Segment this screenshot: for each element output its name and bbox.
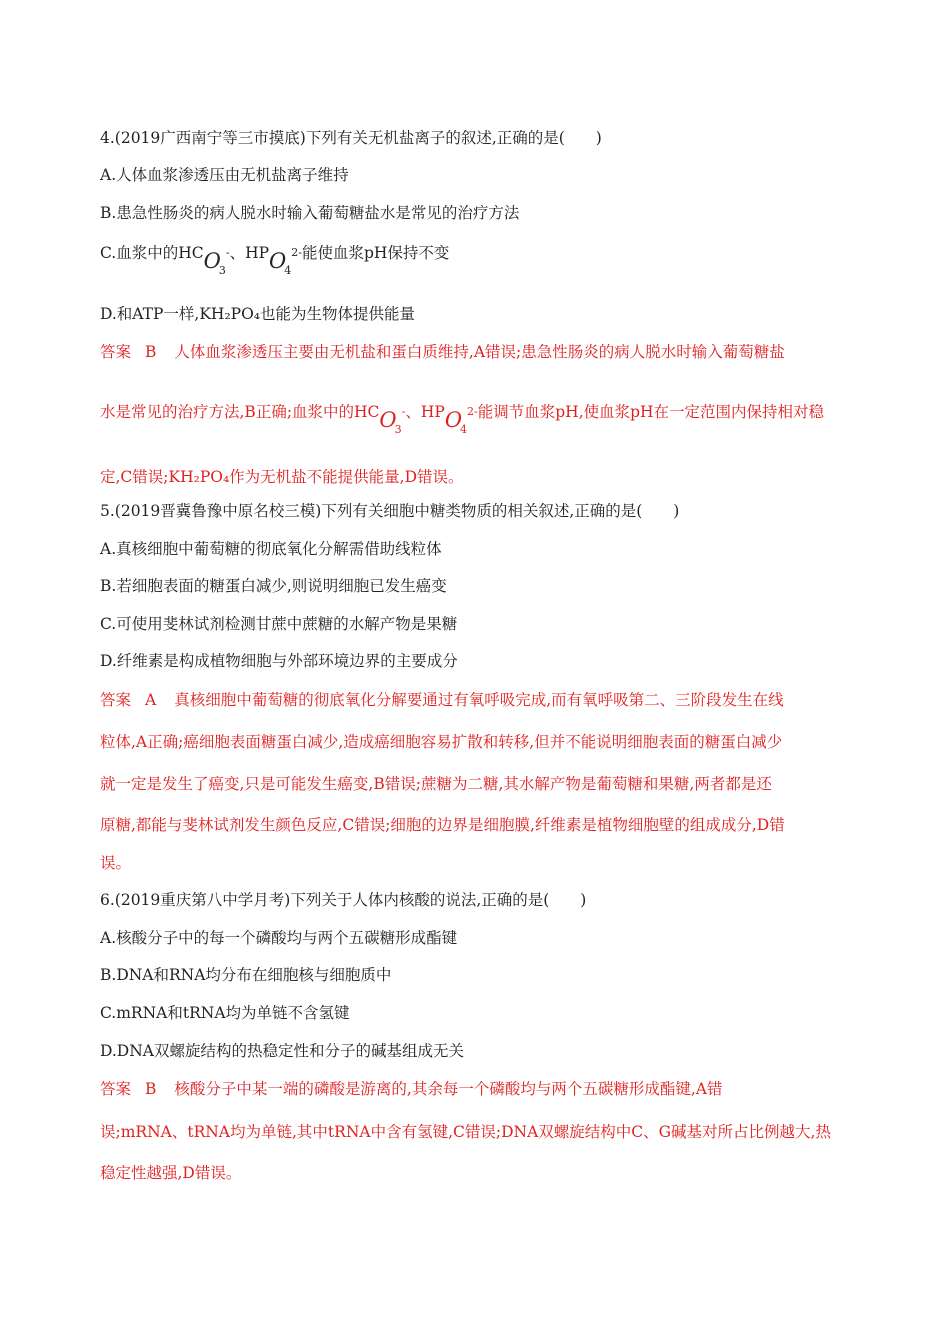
ion-superscript: 2-: [467, 405, 478, 418]
answer-letter: B: [145, 343, 157, 361]
ion-subscript: 3: [394, 423, 402, 436]
question-6-option-d: D.DNA双螺旋结构的热稳定性和分子的碱基组成无关: [100, 1042, 464, 1060]
option-c-separator: 、HP: [229, 244, 270, 262]
answer-line-2: 误;mRNA、tRNA均为单链,其中tRNA中含有氢键,C错误;DNA双螺旋结构中C、G碱基对所占比例越大,热: [100, 1123, 831, 1141]
question-6-stem: 6.(2019重庆第八中学月考)下列关于人体内核酸的说法,正确的是( ): [100, 891, 587, 909]
ion-superscript: -: [225, 246, 230, 259]
question-5-option-b: B.若细胞表面的糖蛋白减少,则说明细胞已发生癌变: [100, 577, 447, 595]
answer-line-1: [100, 688, 784, 710]
question-4-option-d: D.和ATP一样,KH₂PO₄也能为生物体提供能量: [100, 305, 416, 323]
answer-text: 真核细胞中葡萄糖的彻底氧化分解要通过有氧呼吸完成,而有氧呼吸第二、三阶段发生在线: [174, 691, 784, 709]
question-5-option-d: D.纤维素是构成植物细胞与外部环境边界的主要成分: [100, 652, 458, 670]
answer-line-4: 原糖,都能与斐林试剂发生颜色反应,C错误;细胞的边界是细胞膜,纤维素是植物细胞壁的组成成分,D错: [100, 816, 785, 834]
answer-line-3: 就一定是发生了癌变,只是可能发生癌变,B错误;蔗糖为二糖,其水解产物是葡萄糖和果糖,两者都是还: [100, 775, 772, 793]
answer-line-3: 稳定性越强,D错误。: [100, 1164, 242, 1182]
answer-text-pre: 水是常见的治疗方法,B正确;血浆中的HC: [100, 403, 380, 421]
ion-oxygen: O: [444, 408, 463, 432]
question-6-option-b: B.DNA和RNA均分布在细胞核与细胞质中: [100, 966, 392, 984]
question-5-stem: 5.(2019晋冀鲁豫中原名校三模)下列有关细胞中糖类物质的相关叙述,正确的是( ): [100, 502, 680, 520]
ion-oxygen: O: [379, 408, 397, 432]
question-4-option-c: [100, 240, 450, 277]
question-6-answer: [100, 1077, 852, 1187]
answer-text: 核酸分子中某一端的磷酸是游离的,其余每一个磷酸均与两个五碳糖形成酯键,A错: [174, 1080, 723, 1098]
answer-label: 答案: [100, 343, 132, 361]
answer-line-1: [100, 340, 785, 362]
answer-line-3: 定,C错误;KH₂PO₄作为无机盐不能提供能量,D错误。: [100, 468, 464, 486]
option-c-text-pre: C.血浆中的HC: [100, 244, 204, 262]
question-4-stem: 4.(2019广西南宁等三市摸底)下列有关无机盐离子的叙述,正确的是( ): [100, 129, 602, 147]
answer-line-2: [100, 398, 825, 436]
ion-subscript: 4: [284, 264, 292, 277]
answer-line-5: 误。: [100, 854, 132, 872]
question-4-option-b: B.患急性肠炎的病人脱水时输入葡萄糖盐水是常见的治疗方法: [100, 204, 520, 222]
answer-text: 人体血浆渗透压主要由无机盐和蛋白质维持,A错误;患急性肠炎的病人脱水时输入葡萄糖盐: [174, 343, 785, 361]
question-5-answer: [100, 688, 852, 878]
ion-subscript: 3: [218, 264, 226, 277]
bicarbonate-ion: [203, 240, 230, 277]
ion-superscript: 2-: [291, 246, 302, 259]
ion-oxygen: O: [203, 249, 221, 273]
answer-text-post: 能调节血浆pH,使血浆pH在一定范围内保持相对稳: [477, 403, 825, 421]
answer-label: 答案: [100, 1080, 132, 1098]
answer-label: 答案: [100, 691, 132, 709]
answer-letter: B: [145, 1080, 157, 1098]
option-c-text-post: 能使血浆pH保持不变: [301, 244, 450, 262]
question-5-option-a: A.真核细胞中葡萄糖的彻底氧化分解需借助线粒体: [100, 540, 442, 558]
answer-line-2: 粒体,A正确;癌细胞表面糖蛋白减少,造成癌细胞容易扩散和转移,但并不能说明细胞表面的糖蛋白减少: [100, 733, 783, 751]
ion-superscript: -: [401, 405, 406, 418]
ion-subscript: 4: [460, 423, 468, 436]
question-4-option-a: A.人体血浆渗透压由无机盐离子维持: [100, 166, 349, 184]
hydrogen-phosphate-ion: [444, 398, 478, 436]
question-4-answer: [100, 340, 852, 490]
answer-letter: A: [145, 691, 157, 709]
question-6-option-c: C.mRNA和tRNA均为单链不含氢键: [100, 1004, 350, 1022]
question-5-option-c: C.可使用斐林试剂检测甘蔗中蔗糖的水解产物是果糖: [100, 615, 458, 633]
hydrogen-phosphate-ion: [269, 240, 302, 277]
ion-oxygen: O: [269, 249, 287, 273]
question-6-option-a: A.核酸分子中的每一个磷酸均与两个五碳糖形成酯键: [100, 929, 458, 947]
answer-line-1: [100, 1077, 722, 1099]
answer-separator: 、HP: [405, 403, 445, 421]
bicarbonate-ion: [379, 398, 406, 436]
